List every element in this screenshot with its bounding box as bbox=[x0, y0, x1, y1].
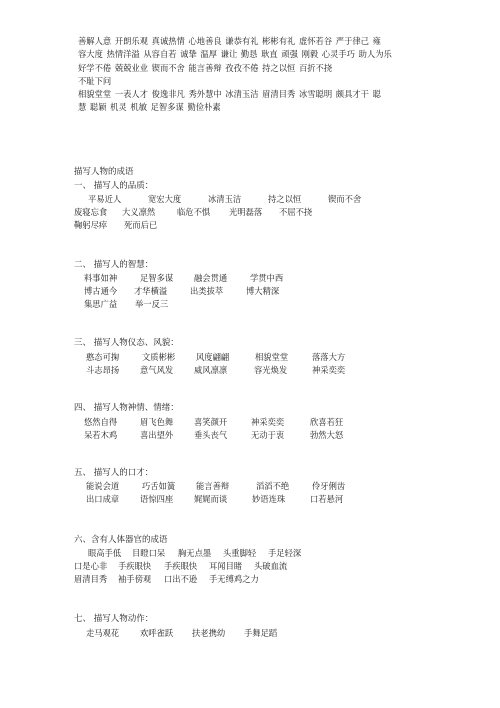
idiom: 不屈不挠 bbox=[279, 207, 313, 217]
idiom: 喜出望外 bbox=[140, 430, 174, 440]
idiom: 神采奕奕 bbox=[251, 417, 285, 427]
idiom: 斗志昂扬 bbox=[86, 365, 120, 375]
idiom: 眉清目秀 bbox=[74, 574, 108, 584]
idiom: 鞠躬尽瘁 bbox=[74, 220, 108, 230]
idiom: 呆若木鸡 bbox=[84, 430, 118, 440]
idiom: 神采奕奕 bbox=[312, 365, 346, 375]
idiom: 头重脚轻 bbox=[223, 548, 257, 558]
idiom: 能言善辩 bbox=[196, 481, 230, 491]
idiom: 能说会道 bbox=[86, 481, 120, 491]
idiom: 出口成章 bbox=[86, 494, 120, 504]
idiom: 胸无点墨 bbox=[178, 548, 212, 558]
idiom: 锲而不舍 bbox=[328, 194, 362, 204]
idiom: 冰清玉洁 bbox=[208, 194, 242, 204]
idiom: 悠然自得 bbox=[84, 417, 118, 427]
idiom: 临危不惧 bbox=[177, 207, 211, 217]
idiom: 口是心非 bbox=[74, 561, 108, 571]
idiom: 意气风发 bbox=[140, 365, 174, 375]
idiom: 才华横溢 bbox=[134, 286, 168, 296]
idiom: 举一反三 bbox=[135, 299, 169, 309]
idiom: 眼高手低 bbox=[88, 548, 122, 558]
idiom: 娓娓而谈 bbox=[194, 494, 228, 504]
section-2-heading: 二、 描写人的智慧： bbox=[74, 260, 154, 270]
idiom: 博古通今 bbox=[84, 286, 118, 296]
idiom: 手足轻深 bbox=[268, 548, 302, 558]
idiom: 口出不逊 bbox=[164, 574, 198, 584]
section-7-heading: 七、 描写人物动作： bbox=[74, 614, 154, 624]
section-1-heading: 一、 描写人的品质： bbox=[74, 181, 154, 191]
intro-line-6: 慧 聪颖 机灵 机敏 足智多谋 勤俭朴素 bbox=[78, 102, 221, 112]
idiom: 憨态可掬 bbox=[86, 352, 120, 362]
idiom: 足智多谋 bbox=[140, 273, 174, 283]
idiom: 耳闻目睹 bbox=[209, 561, 243, 571]
idiom: 语惊四座 bbox=[140, 494, 174, 504]
idiom: 风度翩翩 bbox=[196, 352, 230, 362]
idiom: 手疾眼快 bbox=[118, 561, 152, 571]
idiom: 无动于衷 bbox=[251, 430, 285, 440]
idiom: 滔滔不绝 bbox=[256, 481, 290, 491]
idiom: 持之以恒 bbox=[268, 194, 302, 204]
idiom: 手无缚鸡之力 bbox=[209, 574, 259, 584]
idiom: 走马观花 bbox=[86, 628, 120, 638]
intro-line-1: 善解人意 开朗乐观 真诚热情 心地善良 谦恭有礼 彬彬有礼 虚怀若谷 严于律己 雍 bbox=[78, 36, 381, 46]
idiom: 喜笑颜开 bbox=[194, 417, 228, 427]
idiom: 容光焕发 bbox=[254, 365, 288, 375]
intro-line-2: 容大度 热情洋溢 从容自若 诚挚 温厚 谦让 勤恳 耿直 顽强 刚毅 心灵手巧 助人为乐 bbox=[78, 49, 392, 59]
idiom: 袖手傍观 bbox=[118, 574, 152, 584]
idiom: 料事如神 bbox=[84, 273, 118, 283]
idiom: 出类拔萃 bbox=[190, 286, 224, 296]
intro-line-5: 相貌堂堂 一表人才 俊逸非凡 秀外慧中 冰清玉洁 眉清目秀 冰雪聪明 颇具才干 聪 bbox=[78, 89, 381, 99]
idiom: 集思广益 bbox=[84, 299, 118, 309]
idiom: 落落大方 bbox=[312, 352, 346, 362]
idiom: 巧舌如簧 bbox=[142, 481, 176, 491]
idiom: 欢呼雀跃 bbox=[140, 628, 174, 638]
idiom: 平易近人 bbox=[88, 194, 122, 204]
section-4-heading: 四、 描写人物神情、情绪： bbox=[74, 403, 179, 413]
idiom: 文质彬彬 bbox=[142, 352, 176, 362]
idiom: 口若悬河 bbox=[310, 494, 344, 504]
idiom: 欣喜若狂 bbox=[310, 417, 344, 427]
idiom: 伶牙俐齿 bbox=[312, 481, 346, 491]
section-3-heading: 三、 描写人物仪态、风貌： bbox=[74, 338, 179, 348]
idiom: 勃然大怒 bbox=[310, 430, 344, 440]
idiom: 死而后已 bbox=[124, 220, 158, 230]
idiom: 博大精深 bbox=[246, 286, 280, 296]
idiom: 威风凛凛 bbox=[194, 365, 228, 375]
idiom: 大义凛然 bbox=[122, 207, 156, 217]
idiom: 扶老携幼 bbox=[192, 628, 226, 638]
idiom: 宽宏大度 bbox=[148, 194, 182, 204]
idiom: 手疾眼快 bbox=[164, 561, 198, 571]
idiom: 相貌堂堂 bbox=[255, 352, 289, 362]
idiom: 融会贯通 bbox=[194, 273, 228, 283]
idiom: 目瞪口呆 bbox=[132, 548, 166, 558]
idiom: 学贯中西 bbox=[250, 273, 284, 283]
idiom: 垂头丧气 bbox=[194, 430, 228, 440]
idiom: 头破血流 bbox=[254, 561, 288, 571]
idiom: 废寝忘食 bbox=[74, 207, 108, 217]
intro-line-3: 好学不倦 兢兢业业 锲而不舍 能言善辩 孜孜不倦 持之以恒 百折不挠 bbox=[78, 63, 333, 73]
idiom: 手舞足蹈 bbox=[244, 628, 278, 638]
section-6-heading: 六、含有人体器官的成语 bbox=[74, 535, 168, 545]
idiom: 光明磊落 bbox=[229, 207, 263, 217]
page-title: 描写人物的成语 bbox=[74, 167, 134, 177]
intro-line-4: 不耻下问 bbox=[78, 76, 112, 86]
idiom: 妙语连珠 bbox=[252, 494, 286, 504]
idiom: 眉飞色舞 bbox=[140, 417, 174, 427]
section-5-heading: 五、 描写人的口才： bbox=[74, 468, 154, 478]
